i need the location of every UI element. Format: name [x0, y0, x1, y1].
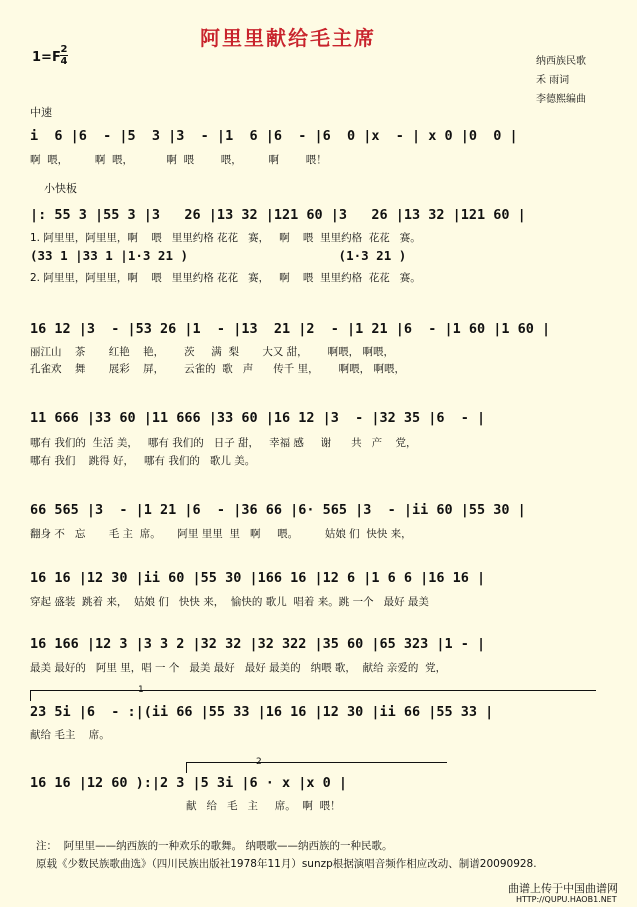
line6-lyrics: 最美 最好的 阿里 里，唱 一 个 最美 最好 最好 最美的 纳喂 歌， 献给 亲爱的 党，	[30, 662, 447, 674]
credit-origin: 纳西族民歌	[536, 56, 586, 67]
line1-lyrics-verse1: 1. 阿里里，阿里里，啊 喂 里里约格 花花 赛， 啊 喂 里里约格 花花 赛。	[30, 232, 421, 244]
line2-lyrics-verse1: 丽江山 茶 红艳 艳， 茨 满 梨 大又 甜， 啊喂， 啊喂，	[30, 346, 395, 358]
volta-number-2: 2	[256, 757, 262, 767]
line8-notes: 16 16 |12 60 ):|2 3 |5 3i |6 · x |x 0 |	[30, 775, 347, 791]
tempo-marking-2: 小快板	[44, 182, 77, 195]
line7-notes: 23 5i |6 - :|(ii 66 |55 33 |16 16 |12 30 |ii 66 |55 33 |	[30, 704, 494, 720]
volta-number-1: 1	[138, 685, 144, 695]
line6-notes: 16 166 |12 3 |3 3 2 |32 32 |32 322 |35 60 |65 323 |1 - |	[30, 636, 486, 652]
footnote-source: 原载《少数民族歌曲选》（四川民族出版社1978年11月）sunzp根据演唱音频作相应改动、制谱20090928.	[36, 858, 537, 870]
line1-lyrics-verse2: 2. 阿里里，阿里里，啊 喂 里里约格 花花 赛， 啊 喂 里里约格 花花 赛。	[30, 272, 421, 284]
line3-lyrics-verse1: 哪有 我们的 生活 美， 哪有 我们的 日子 甜， 幸福 感 谢 共 产 党，	[30, 437, 417, 449]
intro-lyrics: 啊 喂， 啊 喂， 啊 喂 喂， 啊 喂！	[30, 154, 327, 166]
line7-lyrics: 献给 毛主 席。	[30, 729, 110, 741]
watermark-text: 曲谱上传于中国曲谱网	[508, 882, 618, 895]
volta-bracket-1	[30, 690, 596, 701]
line1-alt-notes: (33 1 |33 1 |1·3 21 ) (1·3 21 )	[30, 248, 407, 263]
credit-lyricist: 禾 雨词	[536, 75, 570, 86]
line2-notes: 16 12 |3 - |53 26 |1 - |13 21 |2 - |1 21 |6 - |1 60 |1 60 |	[30, 321, 551, 337]
line8-lyrics: 献 给 毛 主 席。 啊 喂！	[186, 800, 341, 812]
line2-lyrics-verse2: 孔雀欢 舞 展彩 屏， 云雀的 歌 声 传千 里， 啊喂， 啊喂，	[30, 363, 406, 375]
line3-notes: 11 666 |33 60 |11 666 |33 60 |16 12 |3 - |32 35 |6 - |	[30, 410, 486, 426]
line4-lyrics: 翻身 不 忘 毛 主 席。 阿里 里里 里 啊 喂。 姑娘 们 快快 来，	[30, 528, 412, 540]
volta-bracket-2	[186, 762, 447, 773]
line5-notes: 16 16 |12 30 |ii 60 |55 30 |166 16 |12 6 |1 6 6 |16 16 |	[30, 570, 486, 586]
page-title: 阿里里献给毛主席	[200, 26, 376, 50]
time-signature: 2 4	[60, 44, 68, 67]
tempo-marking-1: 中速	[30, 106, 52, 119]
watermark-url: HTTP://QUPU.HAOB1.NET	[516, 895, 617, 904]
key-signature: 1=F	[32, 50, 61, 65]
line3-lyrics-verse2: 哪有 我们 跳得 好， 哪有 我们的 歌儿 美。	[30, 455, 256, 467]
line5-lyrics: 穿起 盛装 跳着 来， 姑娘 们 快快 来， 愉快的 歌儿 唱着 来。跳 一个 最好 最美	[30, 596, 429, 608]
line4-notes: 66 565 |3 - |1 21 |6 - |36 66 |6· 565 |3 - |ii 60 |55 30 |	[30, 502, 526, 518]
footnote-1: 注： 阿里里——纳西族的一种欢乐的歌舞。 纳喂歌——纳西族的一种民歌。	[36, 840, 393, 852]
credit-arranger: 李德熙编曲	[536, 94, 586, 105]
line1-notes: |: 55 3 |55 3 |3 26 |13 32 |121 60 |3 26 |13 32 |121 60 |	[30, 207, 526, 223]
intro-notes: i 6 |6 - |5 3 |3 - |1 6 |6 - |6 0 |x - | x 0 |0 0 |	[30, 128, 518, 144]
